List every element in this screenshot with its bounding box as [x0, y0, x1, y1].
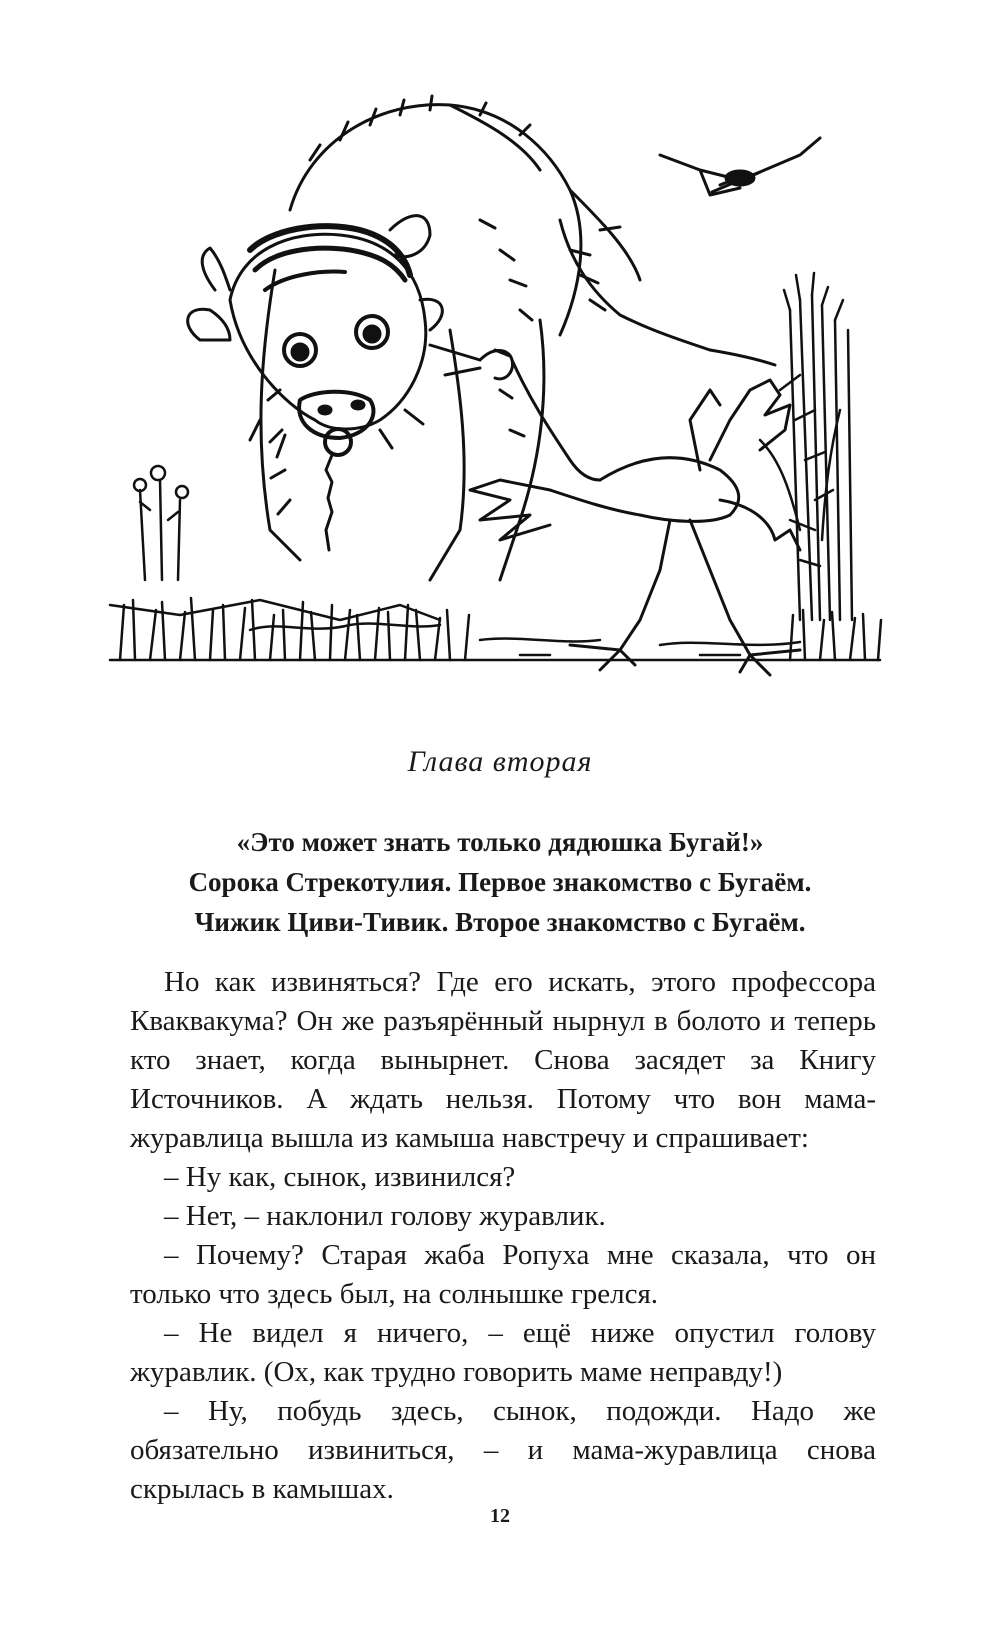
- body-text: [130, 963, 876, 1509]
- paragraph: – Почему? Старая жаба Ропуха мне сказала, что он только что здесь был, на солнышке грелся.: [130, 1239, 876, 1310]
- paragraph: Но как извиняться? Где его искать, этого профессора Кваквакума? Он же разъярённый нырнул в болото и теперь кто знает, когда вынырнет. Снова засядет за Книгу Источников. А ждать нельзя. Потому что вон мама-журавлица вышла из камыша навстречу и спрашивает:: [130, 966, 876, 1154]
- summary-line: «Это может знать только дядюшка Бугай!»: [236, 827, 764, 857]
- chapter-summary: [0, 822, 1000, 942]
- summary-line: Сорока Стрекотулия. Первое знакомство с Бугаём.: [188, 867, 812, 897]
- grass-ground: [110, 598, 881, 660]
- bull-and-crane-illustration: [100, 60, 890, 710]
- flowers-decoration: [134, 466, 188, 580]
- page-number: 12: [490, 1505, 510, 1527]
- paragraph: – Не видел я ничего, – ещё ниже опустил голову журавлик. (Ох, как трудно говорить маме неправду!): [130, 1317, 876, 1388]
- reeds-decoration: [760, 273, 852, 620]
- chapter-title: Глава вторая: [407, 745, 593, 778]
- paragraph: – Нет, – наклонил голову журавлик.: [164, 1200, 606, 1232]
- paragraph: – Ну, побудь здесь, сынок, подожди. Надо же обязательно извиниться, – и мама-журавлица снова скрылась в камышах.: [130, 1395, 876, 1505]
- crane-figure: [430, 345, 800, 675]
- paragraph: – Ну как, сынок, извинился?: [164, 1161, 516, 1193]
- summary-line: Чижик Циви-Тивик. Второе знакомство с Бугаём.: [194, 907, 806, 937]
- flying-bird-icon: [660, 138, 820, 195]
- bull-figure: [188, 96, 775, 580]
